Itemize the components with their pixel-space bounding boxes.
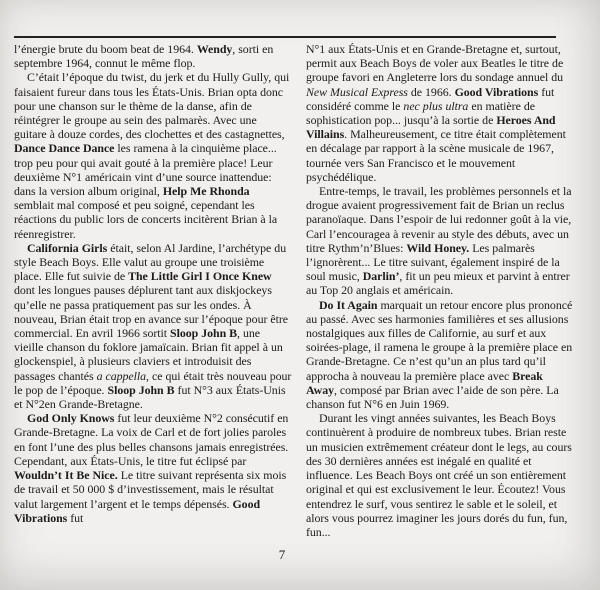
text-segment: Good Vibrations [454,84,539,99]
page-number: 7 [278,547,286,562]
text-segment: , ce qui était très nouveau pour le pop de l’époque. [14,368,292,397]
text-segment: Durant les vingt années suivantes, les Beach Boys continuèrent à produire de nombreux tubes. Brian reste un musicien extrêmement créateur dont le legs, au cours des 30 dernières années est inégalé en qualité et influence. Les Beach Boys ont créé un son entièrement original et qui est exclusivement le leur. Écoutez! Vous entendrez le surf, vous sentirez le sable et le soleil, et alors vous pourrez imaginer les jours dorés du fun, fun, fun... [306,411,572,539]
paragraph [14,241,292,411]
text-segment: New Musical Express [306,84,408,99]
paragraph [306,42,576,184]
text-segment: a cappella [96,368,147,383]
paragraph [14,42,292,70]
paragraph [14,70,292,240]
text-segment: nec plus ultra [403,98,469,113]
text-segment: Sloop John B [170,326,238,341]
text-segment: Sloop John B [107,382,175,397]
text-segment: l’énergie brute du boom beat de 1964. [14,42,197,56]
text-segment: Le titre suivant représenta six mois de travail et 50 000 $ d’investissement, mais le résultat valut largement l’argent et le temps dépensés. [14,468,287,511]
text-segment: California Girls [27,240,108,255]
text-segment: The Little Girl I Once Knew [128,269,272,284]
text-segment: . Malheureusement, ce titre était complètement en décalage par rapport à la scène musicale de 1967, tournée vers San Francisco et le mouvement psychédélique. [306,127,566,184]
text-segment: en matière de sophistication pop... jusqu’à la sortie de [306,98,535,128]
text-segment: , sorti en septembre 1964, connut le même flop. [14,42,274,71]
text-segment: God Only Knows [27,411,115,426]
text-segment: fut considéré comme le [306,84,555,113]
text-segment: Darlin’ [362,269,400,284]
text-segment: Help Me Rhonda [162,184,250,199]
text-segment: Wouldn’t It Be Nice. [14,468,118,483]
text-segment: semblait mal composé et peu soigné, cependant les réactions du public lors de concerts incitèrent Brian à la réenregistrer. [14,198,278,241]
column-left [14,42,292,539]
text-segment: était, selon Al Jardine, l’archétype du style Beach Boys. Elle valut au groupe une troisième place. Elle fut suivie de [14,240,287,284]
text-segment: Break Away [306,368,543,397]
paragraph [306,298,576,412]
text-segment: de 1966. [407,84,455,99]
text-segment: , une vieille chanson du foklore jamaïcain. Brian fit appel à un glockenspiel, à plusieurs claviers et introduisit des passages chantés [14,326,283,383]
top-rule-divider [14,36,556,38]
text-segment: fut N°3 aux États-Unis et N°2en Grande-Bretagne. [14,382,286,412]
paragraph [14,411,292,525]
text-segment: les ramena à la cinquième place... trop peu pour qui avait gouté à la première place! Leur deuxième N°1 américain vint d’une source inattendue: dans la version album original, [14,141,277,199]
text-segment: , fit un peu mieux et parvint à entrer au Top 20 anglais et américain. [306,269,570,298]
text-segment: fut leur deuxième N°2 consécutif en Grande-Bretagne. La voix de Carl et de fort jolies paroles en font l’une des plus belles chansons jamais enregistrées. Cependant, aux États-Unis, le titre fut éclipsé par [14,411,289,468]
text-segment: Dance Dance Dance [14,141,115,156]
text-segment: Heroes And Villains [306,113,556,142]
text-segment: Wendy [196,42,233,56]
text-segment: fut [67,510,84,525]
text-segment: Les palmarès l’ignorèrent... Le titre suivant, également inspiré de la soul music, [306,240,560,284]
paragraph [306,184,576,298]
text-segment: Good Vibrations [14,496,261,525]
text-segment: Entre-temps, le travail, les problèmes personnels et la drogue avaient progressivement fait de Brian un reclus paranoïaque. Dans l’espoir de lui redonner goût à la vie, Carl l’encouragea à revenir au style des débuts, avec un titre Rythm’n’Blues: [306,184,572,255]
text-segment: Wild Honey. [406,240,470,255]
text-segment: marquait un retour encore plus prononcé au passé. Avec ses harmonies familières et ses allusions nostalgiques aux filles de Californie, au surf et aux soirées-plage, il ramena le groupe à la première place en Grande-Bretagne. Ce n’est qu’un an plus tard qu’il approcha à nouveau la première place avec [306,297,573,383]
text-columns [14,42,576,539]
text-segment: Do It Again [319,297,378,312]
column-right [306,42,576,539]
text-segment: , composé par Brian avec l’aide de son père. La chanson fut N°6 en Juin 1969. [306,382,559,412]
paragraph [306,411,576,539]
text-segment: N°1 aux États-Unis et en Grande-Bretagne et, surtout, permit aux Beach Boys de voler aux Beatles le titre de groupe favori en Angleterre lors du sondage annuel du [306,42,564,85]
text-segment: dont les longues pauses déplurent tant aux diskjockeys qu’elle ne passa pratiquement pas sur les ondes. À nouveau, Brian était trop en avance sur l’époque pour être commercial. En avril 1966 sortit [14,283,289,341]
text-segment: C’était l’époque du twist, du jerk et du Hully Gully, qui faisaient fureur dans tous les États-Unis. Brian opta donc pour une chanson sur le thème de la danse, afin de réintégrer le groupe au sein des palmarès. Avec une guitare à douze cordes, des clochettes et des castagnettes, [14,70,290,142]
